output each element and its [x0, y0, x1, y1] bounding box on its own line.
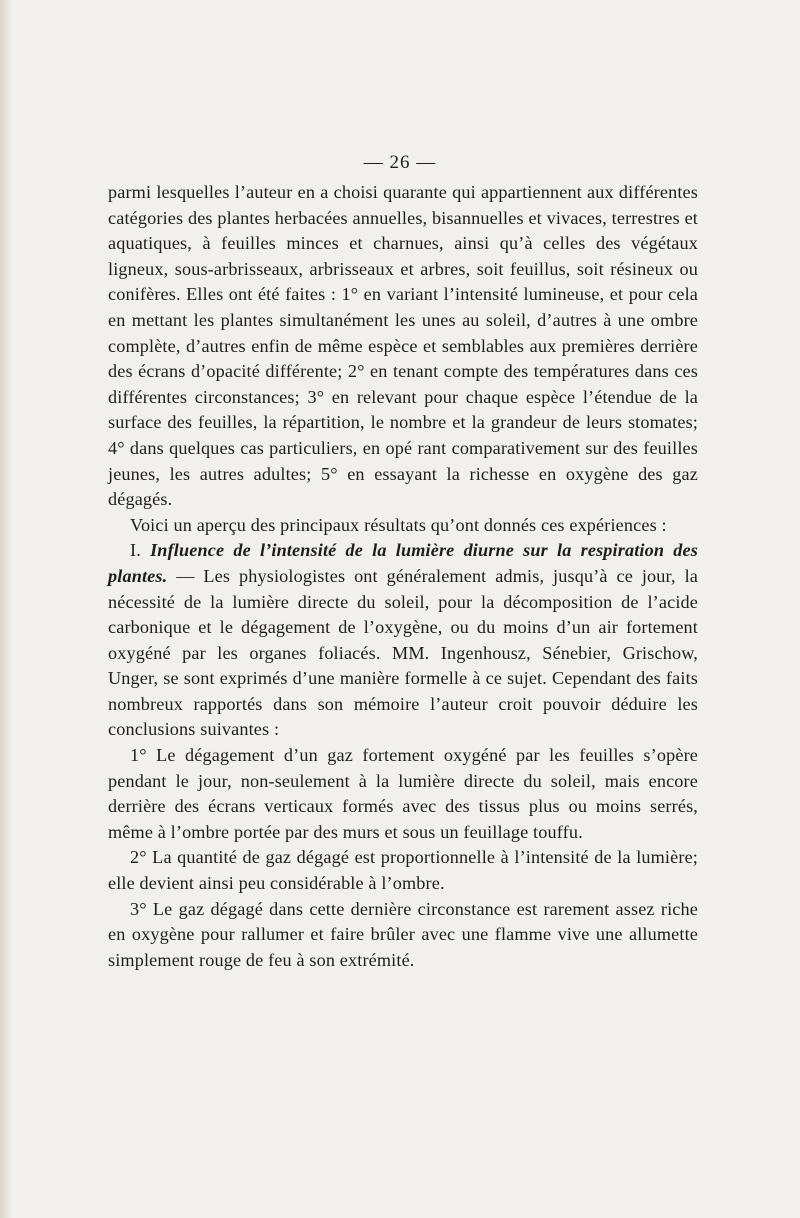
page-number: — 26 —	[363, 152, 437, 173]
conclusion-item: 2° La quantité de gaz dégagé est proportionnelle à l’intensité de la lumière; elle devient ainsi peu considérable à l’ombre.	[108, 847, 698, 894]
section-body: — Les physiologistes ont généralement admis, jusqu’à ce jour, la nécessité de la lumière directe du soleil, pour la décomposition de l’acide carbonique et le dégagement de l’oxygène, ou du moins d’un air fortement oxygéné par les organes foliacés. MM. Ingenhousz, Sénebier, Grischow, Unger, se sont exprimés d’une manière formelle à ce sujet. Cependant des faits nombreux rapportés dans son mémoire l’auteur croit pouvoir déduire les conclusions suivantes :	[108, 565, 698, 740]
conclusion-item: 1° Le dégagement d’un gaz fortement oxygéné par les feuilles s’opère pendant le jour, non-seulement à la lumière directe du soleil, mais encore derrière des écrans verticaux formés avec des tissus plus ou moins serrés, même à l’ombre portée par des murs et sous un feuillage touffu.	[108, 745, 698, 842]
section-title: Influence de l’intensité de la lumière diurne sur la respiration des plantes.	[108, 540, 698, 586]
paragraph-results-intro: Voici un aperçu des principaux résultats qu’ont donnés ces expériences :	[130, 514, 667, 535]
section-number: I.	[130, 540, 141, 561]
body-text	[108, 180, 698, 973]
paragraph-continuation: parmi lesquelles l’auteur en a choisi quarante qui appartiennent aux différentes catégories des plantes herbacées annuelles, bisannuelles et vivaces, terrestres et aquatiques, à feuilles minces et charnues, ainsi qu’à celles des végétaux ligneux, sous-arbrisseaux, arbrisseaux et arbres, soit feuillus, soit résineux ou conifères. Elles ont été faites : 1° en variant l’intensité lumineuse, et pour cela en mettant les plantes simultanément les unes au soleil, d’autres à une ombre complète, d’autres enfin de même espèce et semblables aux premières derrière des écrans d’opacité différente; 2° en tenant compte des températures dans ces différentes circonstances; 3° en relevant pour chaque espèce l’étendue de la surface des feuilles, la répartition, le nombre et la grandeur de leurs stomates; 4° dans quelques cas particuliers, en opé rant comparativement sur des feuilles jeunes, les autres adultes; 5° en essayant la richesse en oxygène des gaz dégagés.	[108, 182, 698, 510]
conclusion-item: 3° Le gaz dégagé dans cette dernière circonstance est rarement assez riche en oxygène pour rallumer et faire brûler avec une flamme vive une allumette simplement rouge de feu à son extrémité.	[108, 898, 698, 970]
section-paragraph	[108, 538, 698, 743]
